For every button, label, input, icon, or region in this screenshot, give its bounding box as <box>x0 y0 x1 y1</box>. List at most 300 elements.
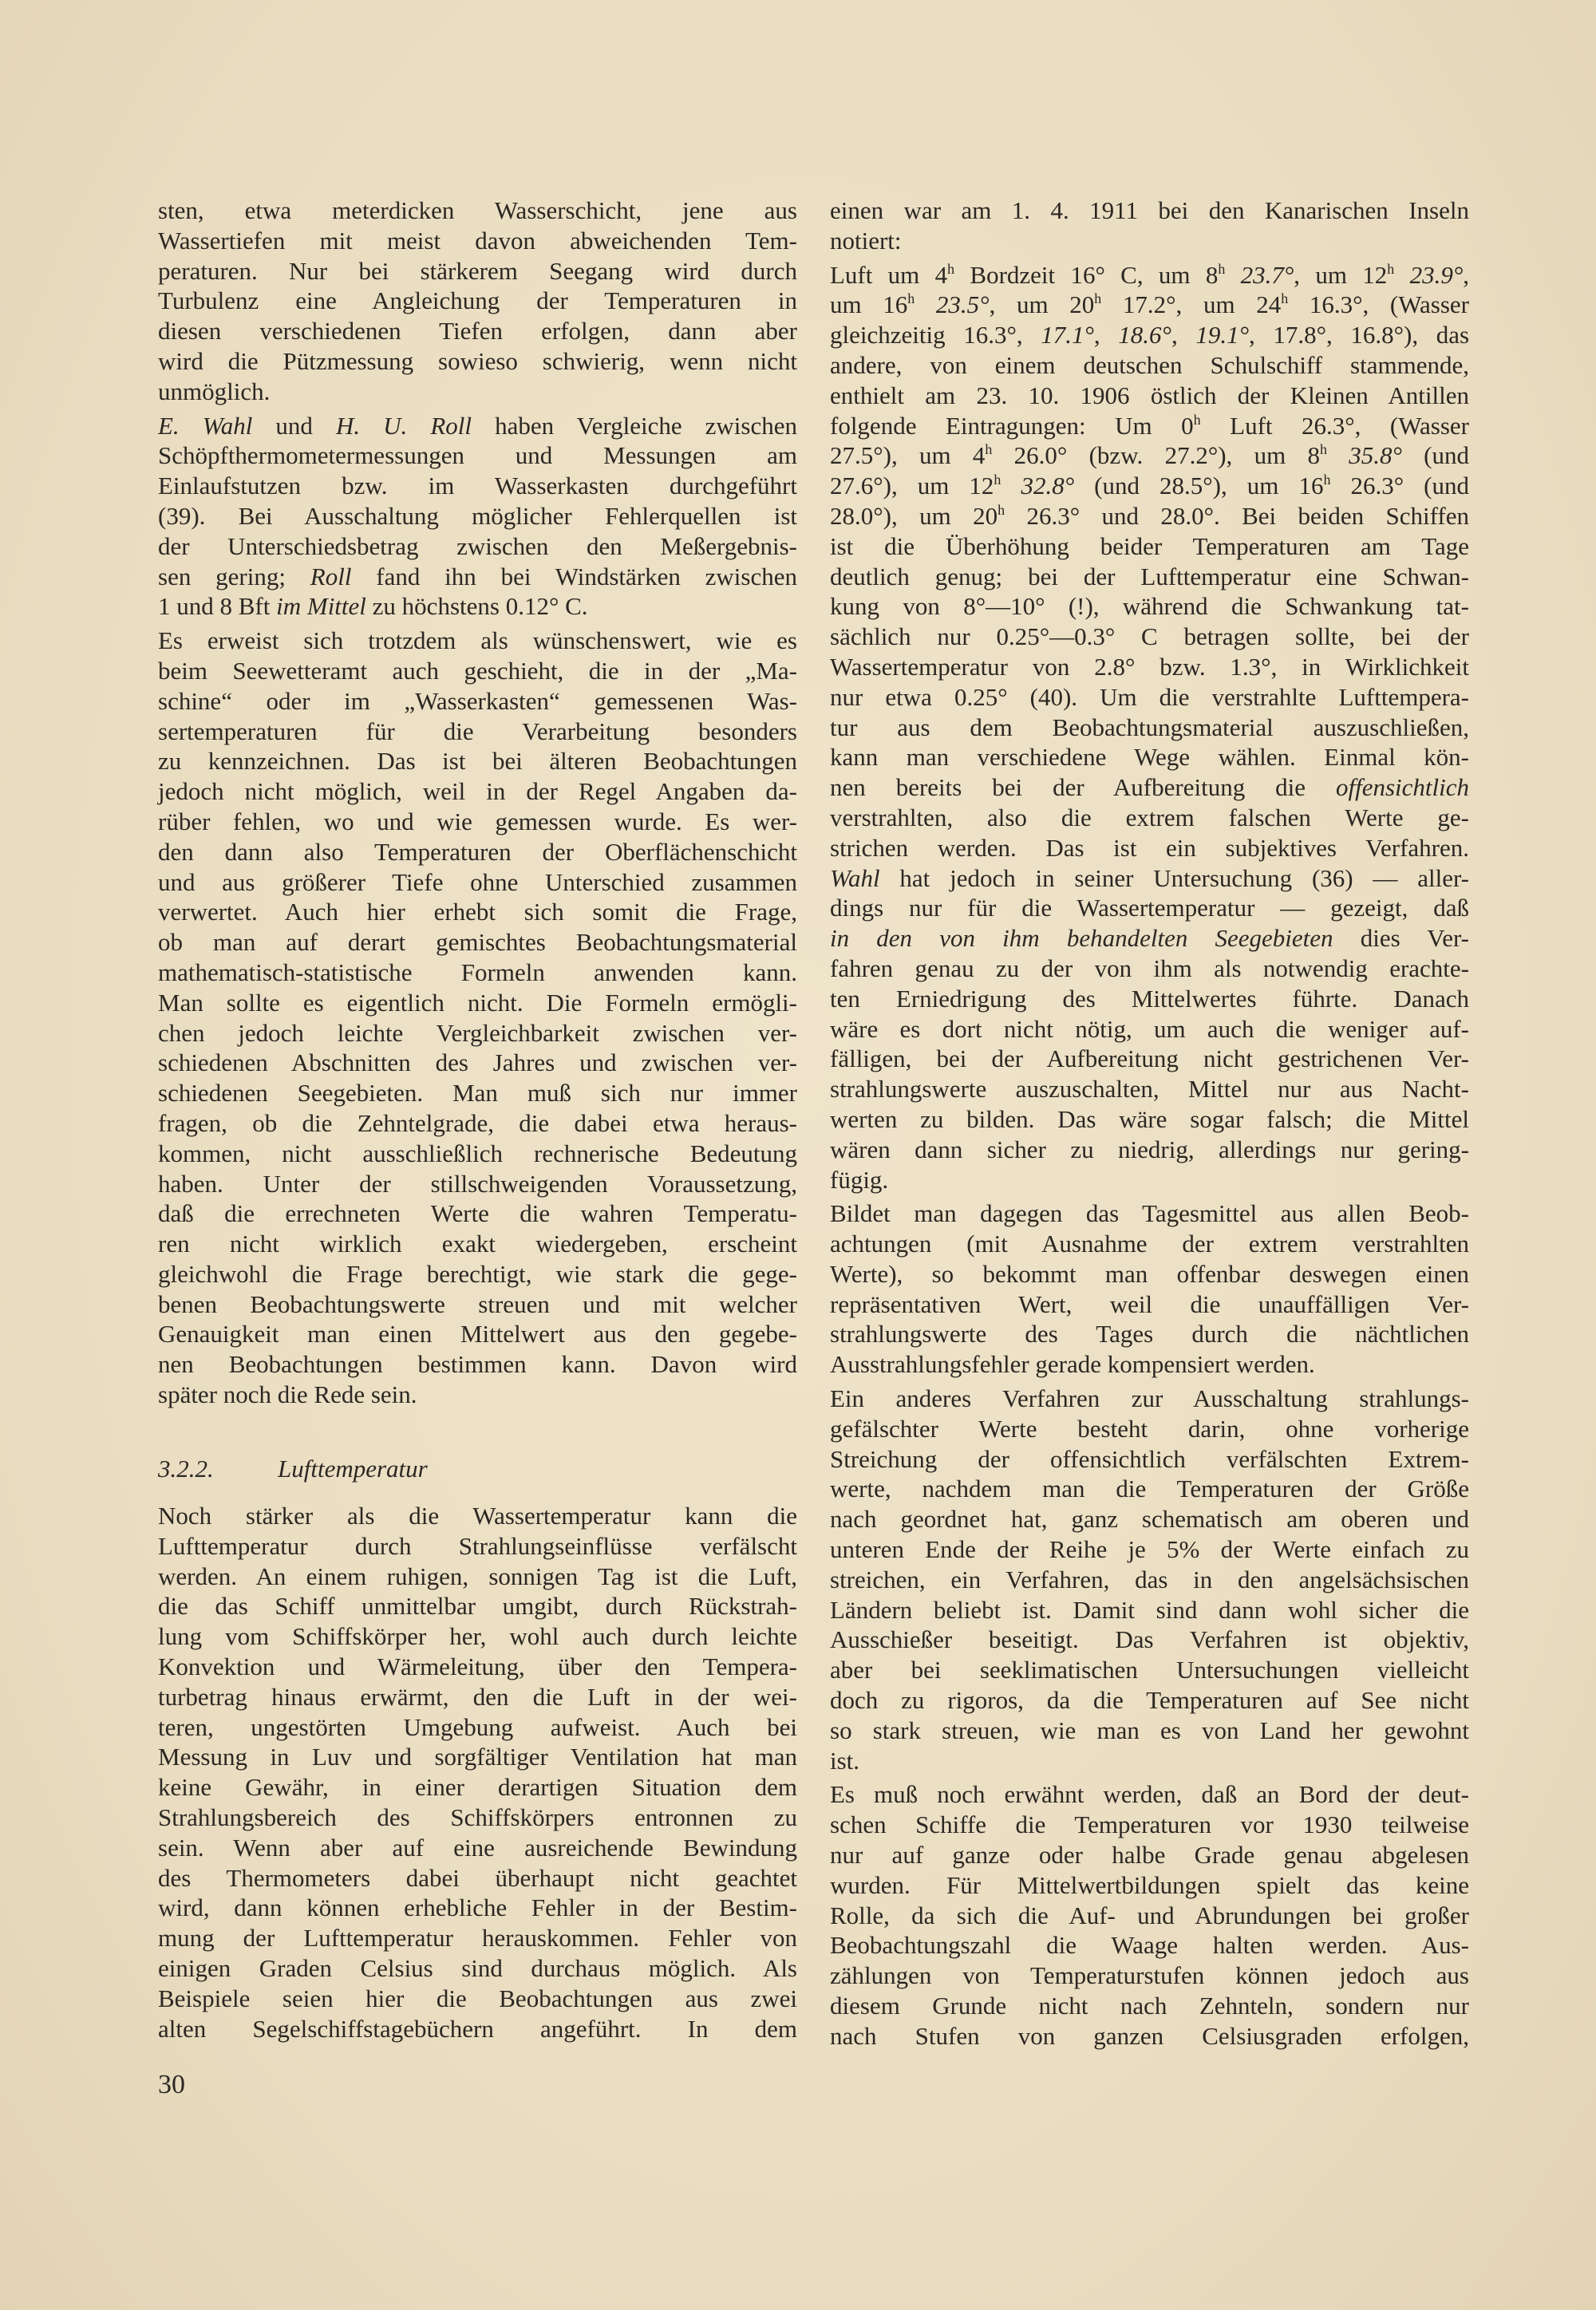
text-run: Turbulenz eine Angleichung der Temperaturen in <box>158 286 797 315</box>
text-run: verwertet. Auch hier erhebt sich somit die Frage, <box>158 898 797 926</box>
text-line <box>830 1384 1469 1414</box>
text-line <box>158 1531 797 1562</box>
text-line <box>830 1930 1469 1961</box>
paragraph <box>830 260 1469 1195</box>
right-column-text <box>830 195 1469 2055</box>
text-run: schiedenen Abschnitten des Jahres und zwischen ver- <box>158 1048 797 1077</box>
text-run: nach geordnet hat, ganz schematisch am oberen und <box>830 1505 1469 1534</box>
text-line <box>158 1803 797 1833</box>
text-run: schine“ oder im „Wasserkasten“ gemessenen Was- <box>158 686 797 715</box>
text-run: wäre es dort nicht nötig, um auch die weniger auf- <box>830 1014 1469 1043</box>
text-line <box>158 591 797 622</box>
text-line <box>830 984 1469 1014</box>
text-run: keine Gewähr, in einer derartigen Situation dem <box>158 1773 797 1802</box>
text-run: unteren Ende der Reihe je 5% der Werte einfach zu <box>830 1535 1469 1564</box>
text-line <box>830 1229 1469 1259</box>
text-line <box>830 1074 1469 1104</box>
text-run: mathematisch-statistische Formeln anwenden kann. <box>158 958 797 986</box>
text-run: so stark streuen, wie man es von Land her gewohnt <box>830 1716 1469 1744</box>
text-line <box>158 471 797 501</box>
text-run: chen jedoch leichte Vergleichbarkeit zwischen ver- <box>158 1018 797 1047</box>
hour-superscript: h <box>1319 441 1327 458</box>
text-line <box>830 1135 1469 1165</box>
text-run: wären dann sicher zu niedrig, allerdings nur gering- <box>830 1135 1469 1163</box>
italic-text: 23.9° <box>1409 260 1464 289</box>
text-line <box>158 1048 797 1078</box>
text-line <box>830 1685 1469 1716</box>
left-column-text <box>158 195 797 1414</box>
text-run: benen Beobachtungswerte streuen und mit welcher <box>158 1289 797 1318</box>
text-line <box>158 1380 797 1410</box>
paragraph <box>158 411 797 622</box>
text-line <box>158 897 797 927</box>
section-heading <box>158 1454 428 1484</box>
text-line <box>830 1165 1469 1195</box>
italic-text: 19.1° <box>1195 321 1249 349</box>
text-run: einen war am 1. 4. 1911 bei den Kanarischen Inseln <box>830 196 1469 224</box>
text-run: nur auf ganze oder halbe Grade genau abgelesen <box>830 1841 1469 1870</box>
text-line <box>158 988 797 1018</box>
text-line <box>158 1652 797 1682</box>
text-line <box>158 656 797 686</box>
text-run: peraturen. Nur bei stärkerem Seegang wird durch <box>158 256 797 285</box>
text-line <box>830 591 1469 622</box>
text-line <box>158 1108 797 1139</box>
text-run: Genauigkeit man einen Mittelwert aus den gegebe- <box>158 1320 797 1348</box>
text-line <box>158 1984 797 2014</box>
text-run: achtungen (mit Ausnahme der extrem verstrahlten <box>830 1230 1469 1258</box>
text-run: wird, dann können erhebliche Fehler in der Bestim- <box>158 1893 797 1922</box>
text-line <box>830 1289 1469 1320</box>
hour-superscript: h <box>998 501 1005 518</box>
text-run: 16.3°, (Wasser <box>1288 290 1469 319</box>
text-line <box>158 226 797 256</box>
text-line <box>158 1319 797 1349</box>
text-run: sten, etwa meterdicken Wasserschicht, jene aus <box>158 196 797 224</box>
text-line <box>830 1625 1469 1655</box>
text-line <box>830 652 1469 682</box>
text-run: werte, nachdem man die Temperaturen der Größe <box>830 1475 1469 1503</box>
text-run: Wassertemperatur von 2.8° bzw. 1.3°, in Wirklichkeit <box>830 652 1469 681</box>
text-line <box>158 686 797 717</box>
text-line <box>830 713 1469 743</box>
text-run: sertemperaturen für die Verarbeitung besonders <box>158 717 797 745</box>
text-run: folgende Eintragungen: Um 0 <box>830 411 1194 440</box>
text-run: 27.6°), um 12 <box>830 472 994 500</box>
hour-superscript: h <box>1193 411 1201 428</box>
text-line <box>158 411 797 441</box>
text-line <box>830 195 1469 226</box>
text-run: Werte), so bekommt man offenbar deswegen einen <box>830 1259 1469 1288</box>
text-run: 26.0° (bzw. 27.2°), um 8 <box>992 441 1320 470</box>
text-run: werten zu bilden. Das wäre sogar falsch; die Mittel <box>830 1104 1469 1133</box>
text-line <box>830 1870 1469 1901</box>
text-line <box>830 381 1469 411</box>
hour-superscript: h <box>1218 260 1226 277</box>
hour-superscript: h <box>1094 290 1102 307</box>
text-run <box>915 290 936 318</box>
paragraph <box>830 1384 1469 1775</box>
text-run: kommen, nicht ausschließlich rechnerische Bedeutung <box>158 1139 797 1167</box>
text-run: Bordzeit 16° C, um 8 <box>954 260 1219 289</box>
left-column-text-after-heading <box>158 1501 797 2047</box>
text-run: Es muß noch erwähnt werden, daß an Bord der deut- <box>830 1780 1469 1809</box>
text-line <box>158 1923 797 1953</box>
hour-superscript: h <box>1281 290 1289 307</box>
text-run: streichen, ein Verfahren, das in den angelsächsischen <box>830 1565 1469 1593</box>
text-run: daß die errechneten Werte die wahren Temperatu- <box>158 1199 797 1228</box>
text-run: gleichzeitig 16.3°, <box>830 321 1041 349</box>
text-run: hat jedoch in seiner Untersuchung (36) — aller- <box>879 863 1469 892</box>
text-line <box>830 1319 1469 1349</box>
italic-text: 17.1° <box>1041 321 1094 349</box>
text-run: und aus größerer Tiefe ohne Unterschied zusammen <box>158 867 797 896</box>
text-line <box>158 776 797 807</box>
text-run: 1 und 8 Bft <box>158 592 277 621</box>
text-run: fand ihn bei Windstärken zwischen <box>351 562 797 590</box>
text-run: beim Seewetteramt auch geschieht, die in der „Ma- <box>158 656 797 685</box>
text-run: später noch die Rede sein. <box>158 1380 417 1409</box>
text-run: Luft um 4 <box>830 260 948 289</box>
text-line <box>830 501 1469 531</box>
text-line <box>158 1591 797 1621</box>
italic-text: offensichtlich <box>1335 773 1469 802</box>
text-run: fragen, ob die Zehntelgrade, die dabei etwa heraus- <box>158 1108 797 1137</box>
text-line <box>830 1474 1469 1504</box>
text-run: Man sollte es eigentlich nicht. Die Formeln ermögli- <box>158 988 797 1017</box>
text-run: zu höchstens 0.12° C. <box>365 592 588 621</box>
text-run: fügig. <box>830 1165 889 1194</box>
text-run: wurden. Für Mittelwertbildungen spielt das keine <box>830 1870 1469 1899</box>
hour-superscript: h <box>947 260 955 277</box>
text-line <box>830 411 1469 441</box>
paragraph <box>158 195 797 407</box>
text-line <box>158 531 797 562</box>
text-run: ist. <box>830 1746 860 1775</box>
text-run: dings nur für die Wassertemperatur — gezeigt, daß <box>830 894 1469 922</box>
italic-text: Roll <box>310 562 352 590</box>
text-line <box>158 626 797 656</box>
text-line <box>158 1833 797 1863</box>
text-run: Beobachtungszahl die Waage halten werden. Aus- <box>830 1931 1469 1960</box>
text-run: kung von 8°—10° (!), während die Schwankung tat- <box>830 592 1469 621</box>
text-run: , um 12 <box>1294 260 1388 289</box>
text-run: deutlich genug; bei der Lufttemperatur eine Schwan- <box>830 562 1469 590</box>
text-run: 26.3° (und <box>1330 472 1470 500</box>
text-run: strahlungswerte auszuschalten, Mittel nur aus Nacht- <box>830 1075 1469 1104</box>
text-line <box>158 2014 797 2044</box>
text-run: schen Schiffe die Temperaturen vor 1930 teilweise <box>830 1810 1469 1839</box>
text-run: zählungen von Temperaturstufen können jedoch aus <box>830 1961 1469 1990</box>
hour-superscript: h <box>907 290 915 307</box>
text-line <box>830 803 1469 833</box>
text-run: Ein anderes Verfahren zur Ausschaltung strahlungs- <box>830 1384 1469 1413</box>
text-line <box>158 316 797 346</box>
text-run: , <box>1093 321 1119 349</box>
text-line <box>158 717 797 747</box>
text-run: 28.0°), um 20 <box>830 501 998 530</box>
text-line <box>158 195 797 226</box>
text-run: sen gering; <box>158 562 310 590</box>
text-line <box>158 256 797 286</box>
text-run: Streichung der offensichtlich verfälschten Extrem- <box>830 1444 1469 1473</box>
text-line <box>830 1991 1469 2021</box>
text-run <box>1327 441 1349 469</box>
text-line <box>158 501 797 531</box>
text-line <box>158 440 797 471</box>
text-run: , <box>1463 260 1469 289</box>
text-run: des Thermometers dabei überhaupt nicht geachtet <box>158 1863 797 1892</box>
text-run: der Unterschiedsbetrag zwischen den Meßergebnis- <box>158 531 797 560</box>
text-run: , <box>1171 321 1196 349</box>
hour-superscript: h <box>1323 472 1331 488</box>
italic-text: 23.5° <box>935 290 990 319</box>
text-line <box>830 1901 1469 1931</box>
text-run: um 16 <box>830 290 908 319</box>
text-line <box>830 471 1469 501</box>
text-line <box>158 1018 797 1048</box>
text-line <box>830 320 1469 350</box>
italic-text: H. U. Roll <box>335 411 472 440</box>
text-run: Strahlungsbereich des Schiffskörpers entronnen zu <box>158 1803 797 1831</box>
text-line <box>830 1961 1469 1991</box>
text-run: verstrahlten, also die extrem falschen Werte ge- <box>830 803 1469 831</box>
text-run <box>1394 261 1409 289</box>
text-line <box>158 1893 797 1923</box>
text-line <box>830 1595 1469 1625</box>
text-line <box>830 1198 1469 1229</box>
text-line <box>830 562 1469 592</box>
text-run: Wassertiefen mit meist davon abweichenden Tem- <box>158 226 797 255</box>
text-run <box>1225 261 1240 289</box>
text-line <box>158 1712 797 1743</box>
text-run: nen Beobachtungen bestimmen kann. Davon wird <box>158 1350 797 1379</box>
section-title: Lufttemperatur <box>278 1455 428 1483</box>
section-number: 3.2.2. <box>158 1455 214 1483</box>
text-run: (39). Bei Ausschaltung möglicher Fehlerquellen ist <box>158 501 797 530</box>
text-run: aber bei seeklimatischen Untersuchungen vielleicht <box>830 1656 1469 1684</box>
text-line <box>158 1349 797 1380</box>
text-run: (und <box>1401 441 1470 470</box>
text-run: Schöpfthermometermessungen und Messungen am <box>158 441 797 470</box>
text-run: sächlich nur 0.25°—0.3° C betragen sollte, bei der <box>830 622 1469 651</box>
text-line <box>830 531 1469 562</box>
text-run: enthielt am 23. 10. 1906 östlich der Kleinen Antillen <box>830 381 1469 409</box>
text-run: Lufttemperatur durch Strahlungseinflüsse verfälscht <box>158 1531 797 1560</box>
text-run: jedoch nicht möglich, weil in der Regel Angaben da- <box>158 777 797 806</box>
text-line <box>830 1104 1469 1135</box>
text-line <box>830 833 1469 863</box>
text-run: fahren genau zu der von ihm als notwendig erachte- <box>830 954 1469 982</box>
text-line <box>830 290 1469 320</box>
text-line <box>158 1621 797 1652</box>
hour-superscript: h <box>1387 260 1395 277</box>
text-run: , 17.8°, 16.8°), das <box>1248 321 1470 349</box>
text-line <box>158 1682 797 1712</box>
text-line <box>830 1779 1469 1810</box>
text-line <box>830 893 1469 923</box>
text-line <box>830 772 1469 803</box>
text-run: ren nicht wirklich exakt wiedergeben, erscheint <box>158 1230 797 1258</box>
text-line <box>830 954 1469 984</box>
text-line <box>158 1289 797 1320</box>
text-line <box>158 1139 797 1169</box>
italic-text: 32.8° <box>1021 472 1075 500</box>
text-run: strichen werden. Das ist ein subjektives Verfahren. <box>830 833 1469 862</box>
text-line <box>158 346 797 377</box>
text-run: wird die Pützmessung sowieso schwierig, wenn nicht <box>158 346 797 375</box>
text-run: haben Vergleiche zwischen <box>472 411 797 440</box>
text-line <box>830 350 1469 381</box>
text-line <box>830 1444 1469 1475</box>
text-run: unmöglich. <box>158 377 271 405</box>
text-line <box>830 1349 1469 1380</box>
text-run: gleichwohl die Frage berechtigt, wie stark die gege- <box>158 1259 797 1288</box>
text-line <box>830 682 1469 713</box>
text-run: alten Segelschiffstagebüchern angeführt. In dem <box>158 2014 797 2043</box>
text-run: sein. Wenn aber auf eine ausreichende Bewindung <box>158 1833 797 1862</box>
text-run: Beispiele seien hier die Beobachtungen aus zwei <box>158 1984 797 2012</box>
text-line <box>158 1953 797 1984</box>
text-run: Noch stärker als die Wassertemperatur kann die <box>158 1502 797 1530</box>
text-run: andere, von einem deutschen Schulschiff stammende, <box>830 350 1469 379</box>
text-run: nen bereits bei der Aufbereitung die <box>830 773 1336 802</box>
text-run: ist die Überhöhung beider Temperaturen am Tage <box>830 531 1469 560</box>
text-line <box>830 226 1469 256</box>
text-run: notiert: <box>830 226 902 255</box>
text-line <box>158 286 797 316</box>
text-line <box>830 1565 1469 1595</box>
text-line <box>158 746 797 776</box>
text-run: Konvektion und Wärmeleitung, über den Tempera- <box>158 1652 797 1680</box>
text-run: strahlungswerte des Tages durch die nächtlichen <box>830 1320 1469 1348</box>
hour-superscript: h <box>985 441 993 458</box>
text-line <box>158 867 797 898</box>
text-run: kann man verschiedene Wege wählen. Einmal kön- <box>830 743 1469 772</box>
text-run: zu kennzeichnen. Das ist bei älteren Beobachtungen <box>158 747 797 776</box>
italic-text: 35.8° <box>1349 441 1402 470</box>
text-line <box>830 1655 1469 1685</box>
italic-text: in den von ihm behandelten Seegebieten <box>830 924 1333 953</box>
text-run: die das Schiff unmittelbar umgibt, durch Rückstrah- <box>158 1592 797 1621</box>
text-run: Es erweist sich trotzdem als wünschenswert, wie es <box>158 626 797 655</box>
text-run: 27.5°), um 4 <box>830 441 986 470</box>
text-line <box>158 1078 797 1108</box>
text-run: ten Erniedrigung des Mittelwertes führte. Danach <box>830 984 1469 1013</box>
text-run: teren, ungestörten Umgebung aufweist. Auch bei <box>158 1712 797 1741</box>
text-run: repräsentativen Wert, weil die unauffälligen Ver- <box>830 1289 1469 1318</box>
text-line <box>158 1229 797 1259</box>
text-line <box>830 1840 1469 1870</box>
text-line <box>158 1501 797 1531</box>
hour-superscript: h <box>994 472 1001 488</box>
text-run: Ausstrahlungsfehler gerade kompensiert werden. <box>830 1350 1315 1379</box>
text-run: Einlaufstutzen bzw. im Wasserkasten durchgeführt <box>158 472 797 500</box>
text-line <box>158 1198 797 1229</box>
text-run: einigen Graden Celsius sind durchaus möglich. Als <box>158 1953 797 1982</box>
text-line <box>158 807 797 837</box>
text-run: 26.3° und 28.0°. Bei beiden Schiffen <box>1005 501 1469 530</box>
text-run: fälligen, bei der Aufbereitung nicht gestrichenen Ver- <box>830 1044 1469 1073</box>
text-run <box>1001 472 1021 500</box>
text-line <box>830 1014 1469 1044</box>
text-line <box>158 1169 797 1199</box>
text-line <box>830 260 1469 290</box>
text-run: Ausschießer beseitigt. Das Verfahren ist objektiv, <box>830 1625 1469 1654</box>
text-line <box>830 1044 1469 1074</box>
text-run: dies Ver- <box>1333 924 1469 953</box>
text-line <box>158 1562 797 1592</box>
text-run: lung vom Schiffskörper her, wohl auch durch leichte <box>158 1622 797 1651</box>
text-line <box>830 863 1469 894</box>
italic-text: im Mittel <box>276 592 366 621</box>
text-line <box>830 742 1469 772</box>
paragraph <box>830 1779 1469 2051</box>
text-run: nur etwa 0.25° (40). Um die verstrahlte Lufttempera- <box>830 682 1469 711</box>
text-run: und <box>252 411 336 440</box>
text-line <box>158 562 797 592</box>
text-run: Bildet man dagegen das Tagesmittel aus allen Beob- <box>830 1199 1469 1228</box>
text-run: schiedenen Seegebieten. Man muß sich nur immer <box>158 1079 797 1108</box>
text-run: diesen verschiedenen Tiefen erfolgen, dann aber <box>158 317 797 346</box>
text-line <box>158 1742 797 1772</box>
text-run: Messung in Luv und sorgfältiger Ventilation hat man <box>158 1743 797 1771</box>
text-run: Ländern beliebt ist. Damit sind dann wohl sicher die <box>830 1595 1469 1624</box>
text-run: ob man auf derart gemischtes Beobachtungsmaterial <box>158 928 797 957</box>
text-line <box>830 923 1469 954</box>
text-run: mung der Lufttemperatur herauskommen. Fehler von <box>158 1924 797 1953</box>
text-run: (und 28.5°), um 16 <box>1074 472 1324 500</box>
text-line <box>158 837 797 867</box>
text-run: den dann also Temperaturen der Oberflächenschicht <box>158 837 797 866</box>
text-run: Luft 26.3°, (Wasser <box>1200 411 1470 440</box>
text-line <box>830 2021 1469 2051</box>
text-line <box>158 1863 797 1893</box>
italic-text: 23.7° <box>1240 260 1294 289</box>
text-line <box>830 1746 1469 1776</box>
text-line <box>830 1716 1469 1746</box>
text-run: werden. An einem ruhigen, sonnigen Tag ist die Luft, <box>158 1562 797 1590</box>
page-number: 30 <box>158 2070 185 2099</box>
text-run: 17.2°, um 24 <box>1101 290 1282 319</box>
text-run: nach Stufen von ganzen Celsiusgraden erfolgen, <box>830 2021 1469 2050</box>
text-line <box>158 958 797 988</box>
text-run: Rolle, da sich die Auf- und Abrundungen bei großer <box>830 1901 1469 1929</box>
text-line <box>158 927 797 958</box>
paragraph <box>830 1198 1469 1380</box>
text-line <box>830 1414 1469 1444</box>
text-line <box>830 1504 1469 1534</box>
paragraph <box>830 195 1469 256</box>
text-line <box>830 1534 1469 1565</box>
text-run: diesem Grunde nicht nach Zehnteln, sondern nur <box>830 1992 1469 2020</box>
text-line <box>158 377 797 407</box>
italic-text: Wahl <box>830 863 880 892</box>
paragraph <box>158 626 797 1410</box>
text-line <box>830 622 1469 652</box>
text-run: rüber fehlen, wo und wie gemessen wurde. Es wer- <box>158 807 797 835</box>
text-run: haben. Unter der stillschweigenden Voraussetzung, <box>158 1169 797 1198</box>
italic-text: 18.6° <box>1118 321 1171 349</box>
text-run: , um 20 <box>989 290 1095 319</box>
text-run: gefälschter Werte besteht darin, ohne vorherige <box>830 1414 1469 1443</box>
text-run: tur aus dem Beobachtungsmaterial auszuschließen, <box>830 713 1469 741</box>
text-line <box>158 1259 797 1289</box>
paragraph <box>158 1501 797 2043</box>
text-line <box>158 1772 797 1803</box>
text-run: doch zu rigoros, da die Temperaturen auf See nicht <box>830 1686 1469 1715</box>
text-run: turbetrag hinaus erwärmt, den die Luft in der wei- <box>158 1682 797 1711</box>
